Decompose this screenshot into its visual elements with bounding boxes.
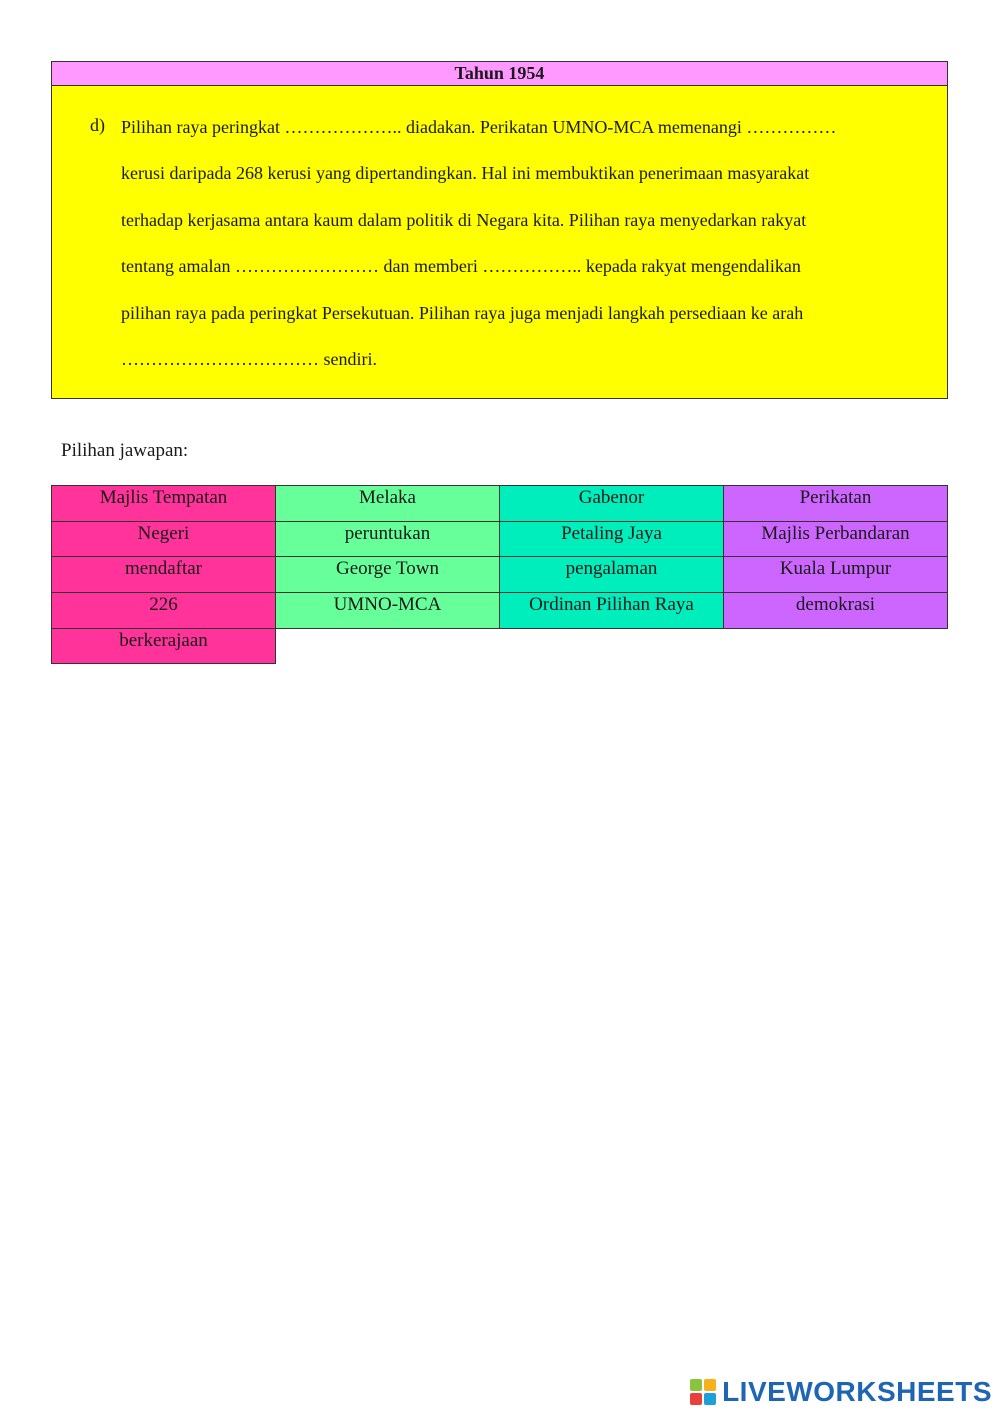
choice-cell[interactable]: Majlis Tempatan (51, 485, 276, 522)
choice-cell[interactable]: Petaling Jaya (499, 521, 724, 558)
question-text (121, 115, 931, 393)
question-body (52, 86, 947, 398)
choice-cell[interactable]: peruntukan (275, 521, 500, 558)
question-box (51, 61, 948, 399)
choice-cell[interactable]: Negeri (51, 521, 276, 558)
choice-cell[interactable]: Gabenor (499, 485, 724, 522)
choices-grid (51, 485, 948, 663)
choice-cell[interactable]: Kuala Lumpur (723, 556, 948, 593)
question-line: kerusi daripada 268 kerusi yang dipertandingkan. Hal ini membuktikan penerimaan masyarakat (121, 163, 810, 184)
question-line: pilihan raya pada peringkat Persekutuan. Pilihan raya juga menjadi langkah persediaan ke arah (121, 302, 804, 323)
brand-name: LIVEWORKSHEETS (722, 1376, 992, 1407)
question-line: tentang amalan …………………… dan memberi …………….. kepada rakyat mengendalikan (121, 256, 801, 277)
choice-cell[interactable]: UMNO-MCA (275, 592, 500, 629)
choice-cell[interactable]: Majlis Perbandaran (723, 521, 948, 558)
choice-cell[interactable]: Perikatan (723, 485, 948, 522)
choice-cell[interactable]: berkerajaan (51, 628, 276, 665)
question-line: terhadap kerjasama antara kaum dalam politik di Negara kita. Pilihan raya menyedarkan rakyat (121, 209, 807, 230)
choice-cell[interactable]: pengalaman (499, 556, 724, 593)
choice-cell[interactable]: mendaftar (51, 556, 276, 593)
question-label: d) (90, 115, 105, 135)
question-header: Tahun 1954 (52, 62, 947, 86)
choice-cell[interactable]: George Town (275, 556, 500, 593)
question-line: Pilihan raya peringkat ……………….. diadakan. Perikatan UMNO-MCA memenangi …………… (121, 117, 837, 137)
choice-cell[interactable]: Melaka (275, 485, 500, 522)
brand-footer (690, 1377, 992, 1407)
choice-cell[interactable]: Ordinan Pilihan Raya (499, 592, 724, 629)
choice-cell[interactable]: 226 (51, 592, 276, 629)
choice-cell[interactable]: demokrasi (723, 592, 948, 629)
question-line: …………………………… sendiri. (121, 348, 377, 369)
choices-label: Pilihan jawapan: (61, 440, 189, 461)
liveworksheets-logo-icon (690, 1379, 716, 1405)
